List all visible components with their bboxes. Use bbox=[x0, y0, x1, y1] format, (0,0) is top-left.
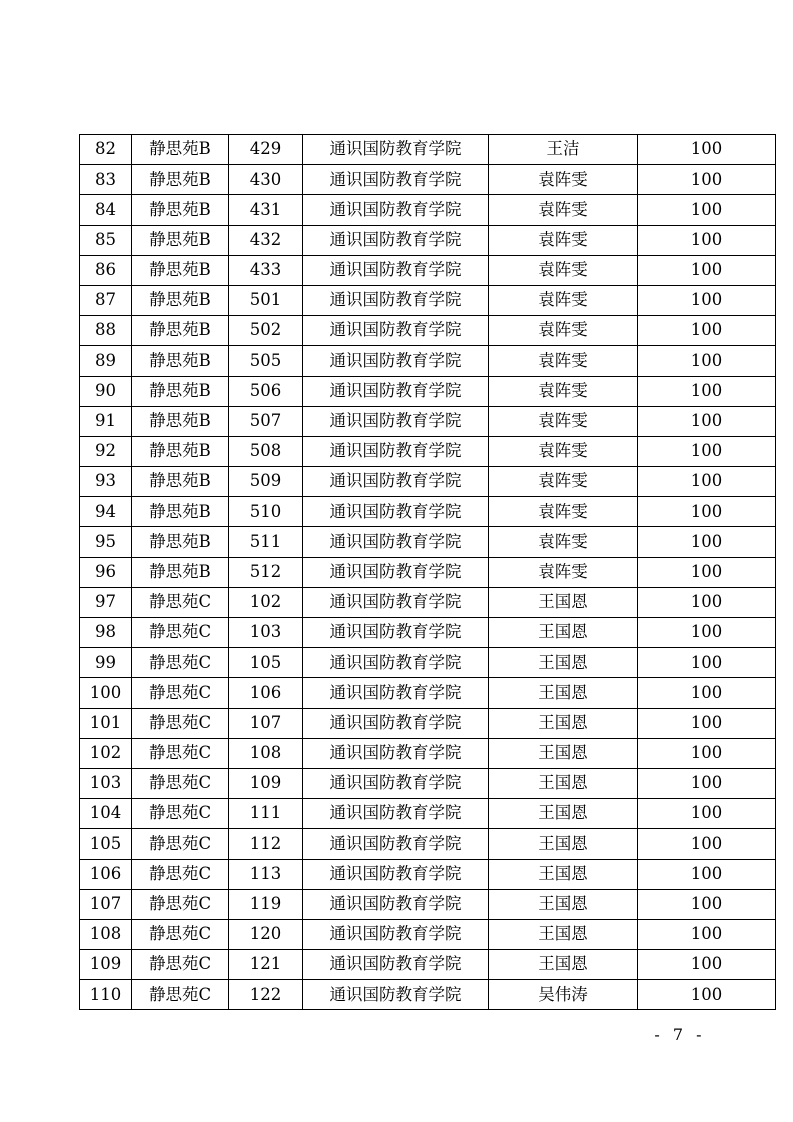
supervisor-cell: 袁阵雯 bbox=[489, 406, 638, 436]
building-cell: 静思苑C bbox=[132, 799, 229, 829]
score-cell: 100 bbox=[638, 618, 776, 648]
page-number: - 7 - bbox=[654, 1025, 706, 1044]
supervisor-cell: 袁阵雯 bbox=[489, 195, 638, 225]
score-cell: 100 bbox=[638, 678, 776, 708]
score-cell: 100 bbox=[638, 285, 776, 315]
score-cell: 100 bbox=[638, 950, 776, 980]
row-index-cell: 95 bbox=[80, 527, 132, 557]
room-number-cell: 501 bbox=[229, 285, 303, 315]
supervisor-cell: 王国恩 bbox=[489, 950, 638, 980]
building-cell: 静思苑C bbox=[132, 980, 229, 1010]
supervisor-cell: 袁阵雯 bbox=[489, 497, 638, 527]
building-cell: 静思苑B bbox=[132, 165, 229, 195]
supervisor-cell: 袁阵雯 bbox=[489, 346, 638, 376]
room-number-cell: 505 bbox=[229, 346, 303, 376]
room-number-cell: 111 bbox=[229, 799, 303, 829]
row-index-cell: 91 bbox=[80, 406, 132, 436]
table-row bbox=[80, 557, 776, 587]
score-cell: 100 bbox=[638, 436, 776, 466]
supervisor-cell: 袁阵雯 bbox=[489, 316, 638, 346]
table-row bbox=[80, 738, 776, 768]
table-row bbox=[80, 225, 776, 255]
row-index-cell: 101 bbox=[80, 708, 132, 738]
college-cell: 通识国防教育学院 bbox=[303, 618, 489, 648]
supervisor-cell: 袁阵雯 bbox=[489, 376, 638, 406]
row-index-cell: 85 bbox=[80, 225, 132, 255]
room-number-cell: 510 bbox=[229, 497, 303, 527]
supervisor-cell: 王国恩 bbox=[489, 799, 638, 829]
score-cell: 100 bbox=[638, 346, 776, 376]
college-cell: 通识国防教育学院 bbox=[303, 195, 489, 225]
college-cell: 通识国防教育学院 bbox=[303, 980, 489, 1010]
supervisor-cell: 王国恩 bbox=[489, 738, 638, 768]
college-cell: 通识国防教育学院 bbox=[303, 859, 489, 889]
room-number-cell: 433 bbox=[229, 255, 303, 285]
college-cell: 通识国防教育学院 bbox=[303, 768, 489, 798]
score-cell: 100 bbox=[638, 195, 776, 225]
building-cell: 静思苑B bbox=[132, 436, 229, 466]
supervisor-cell: 王国恩 bbox=[489, 889, 638, 919]
building-cell: 静思苑B bbox=[132, 467, 229, 497]
row-index-cell: 88 bbox=[80, 316, 132, 346]
college-cell: 通识国防教育学院 bbox=[303, 376, 489, 406]
building-cell: 静思苑B bbox=[132, 225, 229, 255]
row-index-cell: 87 bbox=[80, 285, 132, 315]
table-row bbox=[80, 135, 776, 165]
score-cell: 100 bbox=[638, 467, 776, 497]
table-row bbox=[80, 406, 776, 436]
college-cell: 通识国防教育学院 bbox=[303, 255, 489, 285]
supervisor-cell: 袁阵雯 bbox=[489, 255, 638, 285]
supervisor-cell: 吴伟涛 bbox=[489, 980, 638, 1010]
score-cell: 100 bbox=[638, 859, 776, 889]
room-number-cell: 432 bbox=[229, 225, 303, 255]
college-cell: 通识国防教育学院 bbox=[303, 799, 489, 829]
building-cell: 静思苑C bbox=[132, 919, 229, 949]
row-index-cell: 84 bbox=[80, 195, 132, 225]
college-cell: 通识国防教育学院 bbox=[303, 135, 489, 165]
supervisor-cell: 袁阵雯 bbox=[489, 225, 638, 255]
score-cell: 100 bbox=[638, 527, 776, 557]
table-row bbox=[80, 346, 776, 376]
building-cell: 静思苑C bbox=[132, 738, 229, 768]
table-row bbox=[80, 587, 776, 617]
score-cell: 100 bbox=[638, 889, 776, 919]
row-index-cell: 110 bbox=[80, 980, 132, 1010]
college-cell: 通识国防教育学院 bbox=[303, 497, 489, 527]
table-row bbox=[80, 648, 776, 678]
room-number-cell: 103 bbox=[229, 618, 303, 648]
score-cell: 100 bbox=[638, 255, 776, 285]
building-cell: 静思苑B bbox=[132, 557, 229, 587]
table-row bbox=[80, 980, 776, 1010]
score-cell: 100 bbox=[638, 738, 776, 768]
table-body bbox=[80, 135, 776, 1010]
building-cell: 静思苑C bbox=[132, 708, 229, 738]
score-cell: 100 bbox=[638, 708, 776, 738]
row-index-cell: 108 bbox=[80, 919, 132, 949]
row-index-cell: 92 bbox=[80, 436, 132, 466]
room-number-cell: 102 bbox=[229, 587, 303, 617]
college-cell: 通识国防教育学院 bbox=[303, 708, 489, 738]
table-row bbox=[80, 829, 776, 859]
room-number-cell: 109 bbox=[229, 768, 303, 798]
row-index-cell: 99 bbox=[80, 648, 132, 678]
room-number-cell: 509 bbox=[229, 467, 303, 497]
table-row bbox=[80, 497, 776, 527]
table-row bbox=[80, 919, 776, 949]
score-cell: 100 bbox=[638, 980, 776, 1010]
table-row bbox=[80, 799, 776, 829]
building-cell: 静思苑B bbox=[132, 195, 229, 225]
supervisor-cell: 袁阵雯 bbox=[489, 467, 638, 497]
college-cell: 通识国防教育学院 bbox=[303, 678, 489, 708]
score-cell: 100 bbox=[638, 316, 776, 346]
building-cell: 静思苑B bbox=[132, 285, 229, 315]
score-cell: 100 bbox=[638, 135, 776, 165]
room-number-cell: 512 bbox=[229, 557, 303, 587]
college-cell: 通识国防教育学院 bbox=[303, 919, 489, 949]
supervisor-cell: 王洁 bbox=[489, 135, 638, 165]
room-number-cell: 507 bbox=[229, 406, 303, 436]
table-row bbox=[80, 255, 776, 285]
building-cell: 静思苑B bbox=[132, 527, 229, 557]
table-row bbox=[80, 376, 776, 406]
college-cell: 通识国防教育学院 bbox=[303, 527, 489, 557]
row-index-cell: 100 bbox=[80, 678, 132, 708]
building-cell: 静思苑C bbox=[132, 950, 229, 980]
row-index-cell: 105 bbox=[80, 829, 132, 859]
row-index-cell: 98 bbox=[80, 618, 132, 648]
room-number-cell: 107 bbox=[229, 708, 303, 738]
room-number-cell: 508 bbox=[229, 436, 303, 466]
room-number-cell: 105 bbox=[229, 648, 303, 678]
building-cell: 静思苑C bbox=[132, 678, 229, 708]
college-cell: 通识国防教育学院 bbox=[303, 346, 489, 376]
score-cell: 100 bbox=[638, 768, 776, 798]
score-cell: 100 bbox=[638, 406, 776, 436]
college-cell: 通识国防教育学院 bbox=[303, 648, 489, 678]
college-cell: 通识国防教育学院 bbox=[303, 738, 489, 768]
college-cell: 通识国防教育学院 bbox=[303, 950, 489, 980]
college-cell: 通识国防教育学院 bbox=[303, 316, 489, 346]
table-row bbox=[80, 527, 776, 557]
supervisor-cell: 王国恩 bbox=[489, 648, 638, 678]
score-cell: 100 bbox=[638, 225, 776, 255]
supervisor-cell: 王国恩 bbox=[489, 678, 638, 708]
building-cell: 静思苑B bbox=[132, 376, 229, 406]
room-number-cell: 112 bbox=[229, 829, 303, 859]
college-cell: 通识国防教育学院 bbox=[303, 406, 489, 436]
score-cell: 100 bbox=[638, 587, 776, 617]
college-cell: 通识国防教育学院 bbox=[303, 587, 489, 617]
building-cell: 静思苑B bbox=[132, 255, 229, 285]
score-cell: 100 bbox=[638, 829, 776, 859]
college-cell: 通识国防教育学院 bbox=[303, 467, 489, 497]
table-row bbox=[80, 859, 776, 889]
row-index-cell: 89 bbox=[80, 346, 132, 376]
building-cell: 静思苑B bbox=[132, 135, 229, 165]
building-cell: 静思苑C bbox=[132, 829, 229, 859]
row-index-cell: 107 bbox=[80, 889, 132, 919]
score-cell: 100 bbox=[638, 165, 776, 195]
score-cell: 100 bbox=[638, 919, 776, 949]
row-index-cell: 109 bbox=[80, 950, 132, 980]
row-index-cell: 90 bbox=[80, 376, 132, 406]
building-cell: 静思苑B bbox=[132, 406, 229, 436]
supervisor-cell: 王国恩 bbox=[489, 768, 638, 798]
table-row bbox=[80, 165, 776, 195]
room-number-cell: 121 bbox=[229, 950, 303, 980]
college-cell: 通识国防教育学院 bbox=[303, 557, 489, 587]
table-row bbox=[80, 195, 776, 225]
row-index-cell: 93 bbox=[80, 467, 132, 497]
table-row bbox=[80, 285, 776, 315]
room-number-cell: 108 bbox=[229, 738, 303, 768]
room-number-cell: 431 bbox=[229, 195, 303, 225]
row-index-cell: 82 bbox=[80, 135, 132, 165]
building-cell: 静思苑C bbox=[132, 768, 229, 798]
college-cell: 通识国防教育学院 bbox=[303, 436, 489, 466]
row-index-cell: 96 bbox=[80, 557, 132, 587]
row-index-cell: 102 bbox=[80, 738, 132, 768]
room-number-cell: 429 bbox=[229, 135, 303, 165]
supervisor-cell: 王国恩 bbox=[489, 587, 638, 617]
supervisor-cell: 袁阵雯 bbox=[489, 165, 638, 195]
supervisor-cell: 王国恩 bbox=[489, 829, 638, 859]
room-number-cell: 502 bbox=[229, 316, 303, 346]
row-index-cell: 94 bbox=[80, 497, 132, 527]
college-cell: 通识国防教育学院 bbox=[303, 889, 489, 919]
score-cell: 100 bbox=[638, 648, 776, 678]
room-number-cell: 113 bbox=[229, 859, 303, 889]
score-cell: 100 bbox=[638, 557, 776, 587]
score-cell: 100 bbox=[638, 497, 776, 527]
building-cell: 静思苑B bbox=[132, 497, 229, 527]
row-index-cell: 106 bbox=[80, 859, 132, 889]
college-cell: 通识国防教育学院 bbox=[303, 829, 489, 859]
table-row bbox=[80, 618, 776, 648]
table-row bbox=[80, 436, 776, 466]
row-index-cell: 83 bbox=[80, 165, 132, 195]
room-number-cell: 506 bbox=[229, 376, 303, 406]
table-row bbox=[80, 678, 776, 708]
supervisor-cell: 袁阵雯 bbox=[489, 557, 638, 587]
building-cell: 静思苑C bbox=[132, 618, 229, 648]
supervisor-cell: 王国恩 bbox=[489, 618, 638, 648]
supervisor-cell: 王国恩 bbox=[489, 859, 638, 889]
score-cell: 100 bbox=[638, 376, 776, 406]
college-cell: 通识国防教育学院 bbox=[303, 165, 489, 195]
college-cell: 通识国防教育学院 bbox=[303, 285, 489, 315]
dormitory-score-table bbox=[79, 134, 776, 1010]
table-row bbox=[80, 467, 776, 497]
row-index-cell: 103 bbox=[80, 768, 132, 798]
supervisor-cell: 王国恩 bbox=[489, 919, 638, 949]
table-row bbox=[80, 950, 776, 980]
row-index-cell: 86 bbox=[80, 255, 132, 285]
supervisor-cell: 王国恩 bbox=[489, 708, 638, 738]
room-number-cell: 430 bbox=[229, 165, 303, 195]
room-number-cell: 120 bbox=[229, 919, 303, 949]
room-number-cell: 122 bbox=[229, 980, 303, 1010]
room-number-cell: 511 bbox=[229, 527, 303, 557]
row-index-cell: 97 bbox=[80, 587, 132, 617]
college-cell: 通识国防教育学院 bbox=[303, 225, 489, 255]
building-cell: 静思苑B bbox=[132, 346, 229, 376]
building-cell: 静思苑B bbox=[132, 316, 229, 346]
table-row bbox=[80, 768, 776, 798]
score-cell: 100 bbox=[638, 799, 776, 829]
building-cell: 静思苑C bbox=[132, 859, 229, 889]
supervisor-cell: 袁阵雯 bbox=[489, 527, 638, 557]
building-cell: 静思苑C bbox=[132, 889, 229, 919]
table-row bbox=[80, 889, 776, 919]
building-cell: 静思苑C bbox=[132, 648, 229, 678]
table-row bbox=[80, 708, 776, 738]
row-index-cell: 104 bbox=[80, 799, 132, 829]
table-row bbox=[80, 316, 776, 346]
supervisor-cell: 袁阵雯 bbox=[489, 285, 638, 315]
supervisor-cell: 袁阵雯 bbox=[489, 436, 638, 466]
room-number-cell: 106 bbox=[229, 678, 303, 708]
room-number-cell: 119 bbox=[229, 889, 303, 919]
building-cell: 静思苑C bbox=[132, 587, 229, 617]
